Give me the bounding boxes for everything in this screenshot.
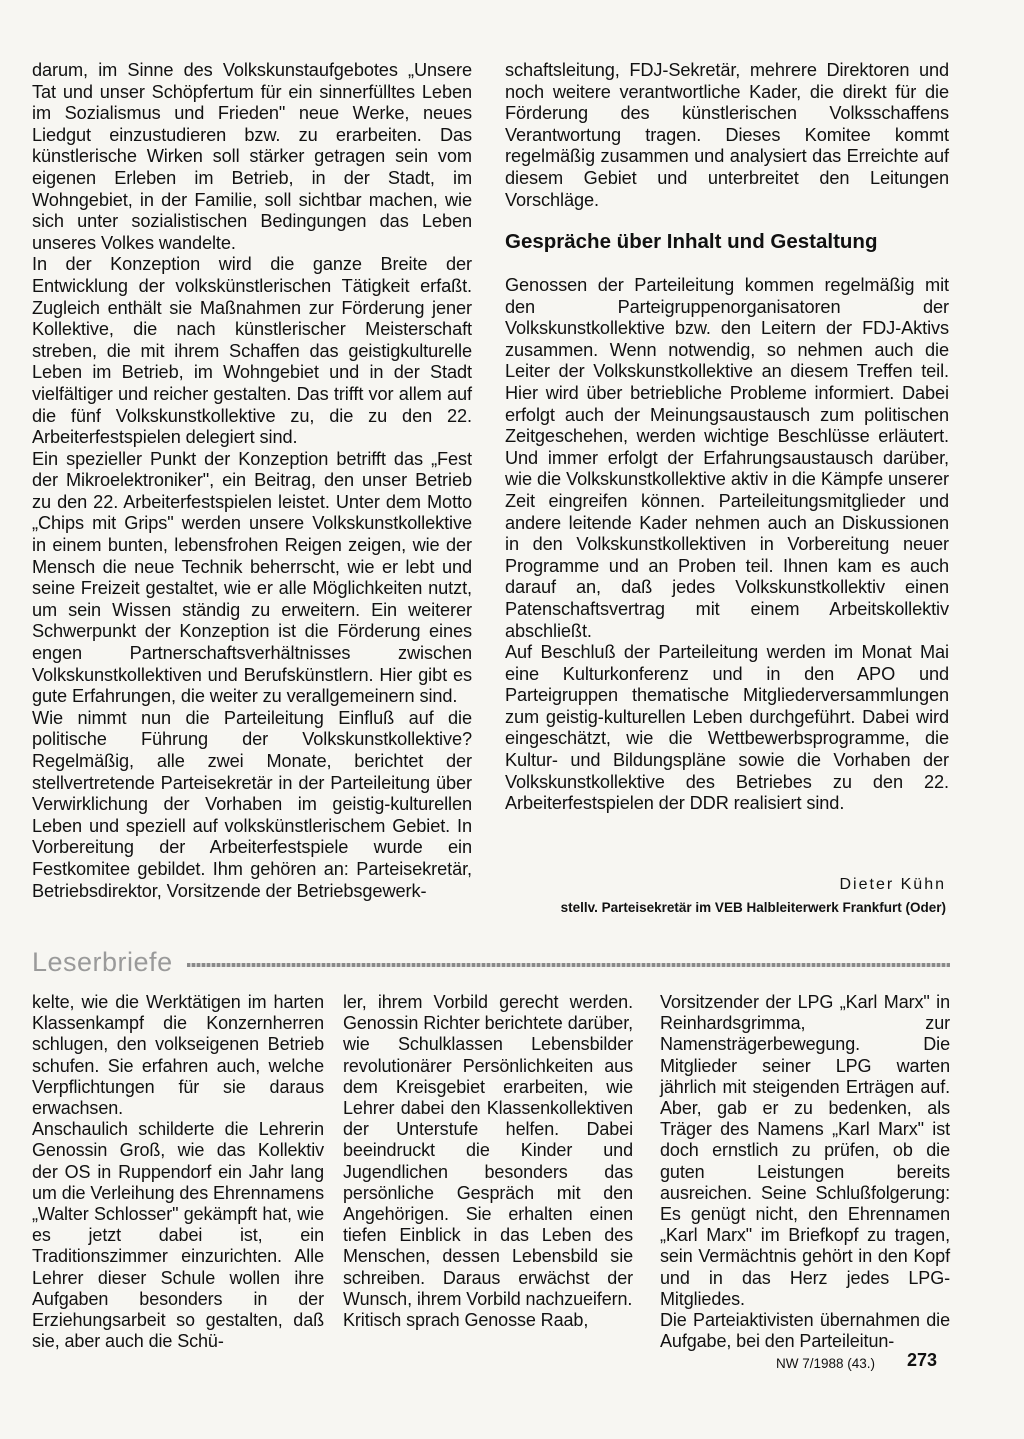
letters-column-3 — [660, 992, 950, 1352]
paragraph: ler, ihrem Vorbild gerecht werden. Genossin Richter berichtete darüber, wie Schulklassen Lebensbilder revolutionärer Persönlichkeiten aus dem Kreisgebiet erarbeiten, wie Lehrer dabei den Klassenkollektiven der Unterstufe helfen. Dabei beeindruckt die Kinder und Jugendlichen besonders das persönliche Gespräch mit den Angehörigen. Sie erhalten einen tiefen Einblick in das Leben des Menschen, dessen Lebensbild sie schreiben. Daraus erwächst der Wunsch, ihrem Vorbild nachzueifern. — [343, 992, 633, 1309]
article-column-right-top — [505, 60, 949, 211]
paragraph: Kritisch sprach Genosse Raab, — [343, 1310, 589, 1331]
letters-column-1 — [32, 992, 324, 1352]
paragraph: In der Konzeption wird die ganze Breite der Entwicklung der volkskünstlerischen Tätigkeit erfaßt. Zugleich enthält sie Maßnahmen zur Förderung jener Kollektive, die nach künstlerischer Meisterschaft streben, die mit ihrem Schaffen das geistigkulturelle Leben im Betrieb, im Wohngebiet und in der Stadt vielfältiger und reicher gestalten. Das trifft vor allem auf die fünf Volkskunstkollektive zu, die zu den 22. Arbeiterfestspielen delegiert sind. — [32, 254, 472, 448]
issue-reference: NW 7/1988 (43.) — [776, 1356, 876, 1371]
article-subheading: Gespräche über Inhalt und Gestaltung — [505, 230, 878, 253]
paragraph: Ein spezieller Punkt der Konzeption betrifft das „Fest der Mikroelektroniker", ein Beitrag, den unser Betrieb zu den 22. Arbeiterfestspielen leistet. Unter dem Motto „Chips mit Grips" werden unsere Volkskunstkollektive in einem bunten, lebensfrohen Reigen zeigen, wie der Mensch die neue Technik beherrscht, wie er lebt und seine Freizeit gestaltet, wie er alle Möglichkeiten nutzt, um sein Wissen ständig zu erweitern. Ein weiterer Schwerpunkt der Konzeption ist die Förderung eines engen Partnerschaftsverhältnisses zwischen Volkskunstkollektiven und Berufskünstlern. Hier gibt es gute Erfahrungen, die weiter zu verallgemeinern sind. — [32, 448, 472, 707]
paragraph: Anschaulich schilderte die Lehrerin Genossin Groß, wie das Kollektiv der OS in Ruppendorf ein Jahr lang um die Verleihung des Ehrennamens „Walter Schlosser" gekämpft hat, wie es jetzt dabei ist, ein Traditionszimmer einzurichten. Alle Lehrer dieser Schule wollen ihre Aufgaben besonders in der Erziehungsarbeit so gestalten, daß sie, aber auch die Schü- — [32, 1119, 324, 1352]
section-divider-rule — [187, 963, 950, 967]
paragraph: Auf Beschluß der Parteileitung werden im Monat Mai eine Kulturkonferenz und in den APO und Parteigruppen thematische Mitgliederversammlungen zum geistig-kulturellen Leben durchgeführt. Dabei wird eingeschätzt, wie die Wettbewerbsprogramme, die Kultur- und Bildungspläne sowie die Vorhaben der Volkskunstkollektive des Betriebes zu den 22. Arbeiterfestspielen der DDR realisiert sind. — [505, 642, 949, 814]
paragraph: Wie nimmt nun die Parteileitung Einfluß auf die politische Führung der Volkskunstkollektive? Regelmäßig, alle zwei Monate, berichtet der stellvertretende Parteisekretär in der Parteileitung über Verwirklichung der Vorhaben im geistig-kulturellen Leben und speziell auf volkskünstlerischem Gebiet. In Vorbereitung der Arbeiterfestspiele wurde ein Festkomitee gebildet. Ihm gehören an: Parteisekretär, Betriebsdirektor, Vorsitzende der Betriebsgewerk- — [32, 707, 472, 901]
letters-column-2 — [343, 992, 633, 1331]
paragraph: Die Parteiaktivisten übernahmen die Aufgabe, bei den Parteileitun- — [660, 1310, 950, 1352]
article-column-right-bottom — [505, 275, 949, 815]
paragraph: Vorsitzender der LPG „Karl Marx" in Reinhardsgrimma, zur Namensträgerbewegung. Die Mitglieder seiner LPG warten jährlich mit steigenden Erträgen auf. Aber, gab er zu bedenken, als Träger des Namens „Karl Marx" ist doch ernstlich zu prüfen, ob die guten Leistungen bereits ausreichen. Seine Schlußfolgerung: Es genügt nicht, den Ehrennamen „Karl Marx" im Briefkopf zu tragen, sein Vermächtnis gehört in den Kopf und in das Herz jedes LPG-Mitgliedes. — [660, 992, 950, 1309]
paragraph: kelte, wie die Werktätigen im harten Klassenkampf die Konzernherren schlugen, den volkseigenen Betrieb schufen. Sie erfahren auch, welche Verpflichtungen für sie daraus erwachsen. — [32, 992, 324, 1119]
paragraph: schaftsleitung, FDJ-Sekretär, mehrere Direktoren und noch weitere verantwortliche Kader, die direkt für die Förderung des künstlerischen Volksschaffens Verantwortung tragen. Dieses Komitee kommt regelmäßig zusammen und analysiert das Erreichte auf diesem Gebiet und unterbreitet den Leitungen Vorschläge. — [505, 60, 949, 210]
letters-section-title: Leserbriefe — [32, 946, 173, 977]
paragraph: darum, im Sinne des Volkskunstaufgebotes „Unsere Tat und unser Schöpfertum für ein sinnerfülltes Leben im Sozialismus und Frieden" neue Werke, neues Liedgut einzustudieren bzw. zu erarbeiten. Das künstlerische Wirken soll stärker getragen sein vom eigenen Erleben im Betrieb, in der Stadt, im Wohngebiet, in der Familie, soll sichtbar machen, wie sich unter sozialistischen Bedingungen das Leben unseres Volkes wandelte. — [32, 60, 472, 253]
page-number: 273 — [907, 1350, 938, 1370]
author-name: Dieter Kühn — [839, 876, 946, 893]
author-role: stellv. Parteisekretär im VEB Halbleiterwerk Frankfurt (Oder) — [560, 900, 946, 915]
paragraph: Genossen der Parteileitung kommen regelmäßig mit den Parteigruppenorganisatoren der Volkskunstkollektive bzw. den Leitern der FDJ-Aktivs zusammen. Wenn notwendig, so nehmen auch die Leiter der Volkskunstkollektive an diesem Treffen teil. Hier wird über betriebliche Probleme informiert. Dabei erfolgt auch der Meinungsaustausch zum politischen Zeitgeschehen, werden wichtige Beschlüsse erläutert. Und immer erfolgt der Erfahrungsaustausch darüber, wie die Volkskunstkollektive aktiv in die Kämpfe unserer Zeit eingreifen können. Parteileitungsmitglieder und andere leitende Kader nehmen auch an Diskussionen in den Volkskunstkollektiven in Vorbereitung neuer Programme und an Proben teil. Ihnen kam es auch darauf an, daß jedes Volkskunstkollektiv einen Patenschaftsvertrag mit einem Arbeitskollektiv abschließt. — [505, 275, 949, 641]
letters-section-header — [32, 942, 950, 982]
article-column-left — [32, 60, 472, 902]
